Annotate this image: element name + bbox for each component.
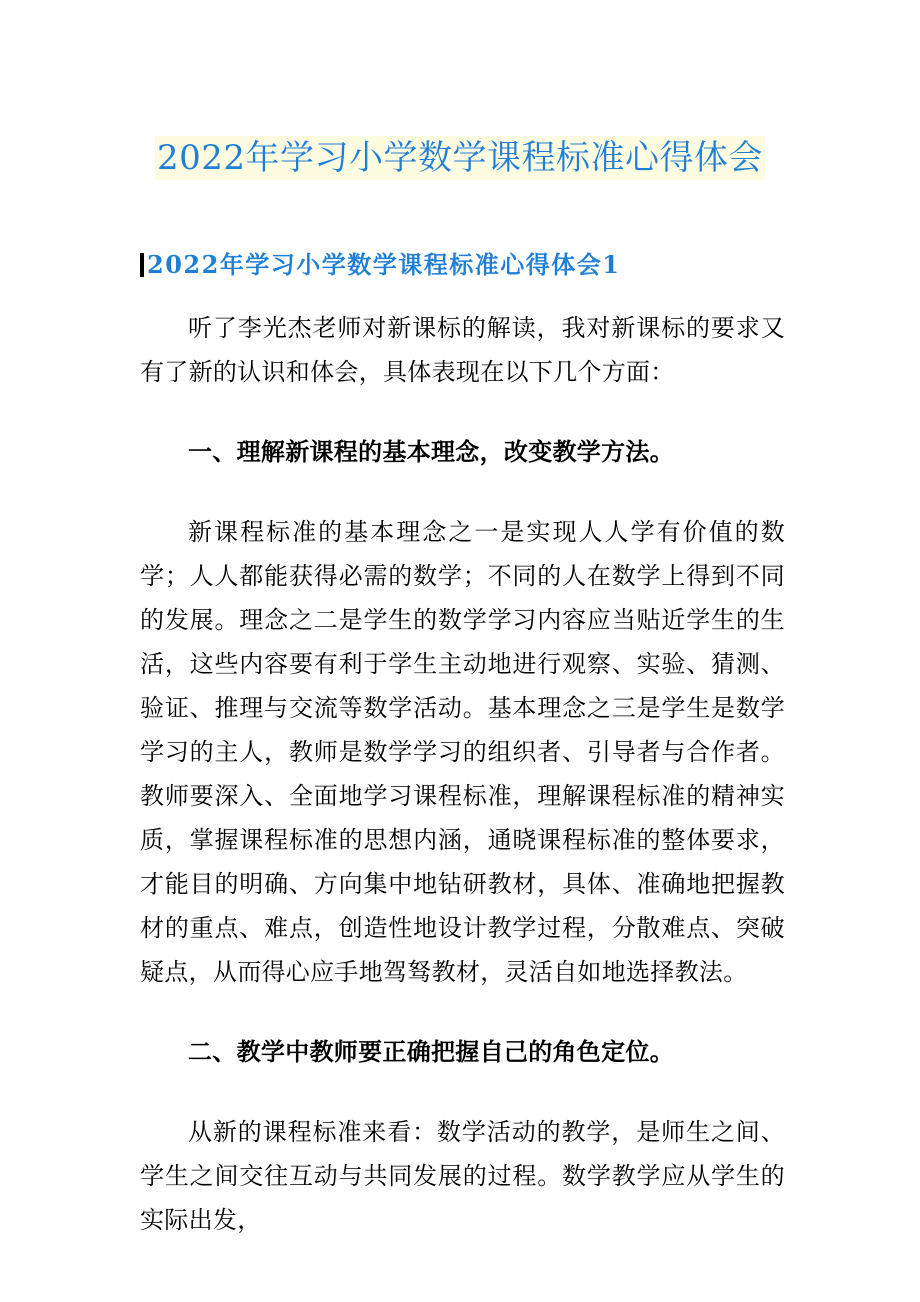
subheading-1: 一、理解新课程的基本理念，改变教学方法。: [188, 437, 674, 466]
paragraph-1: 新课程标准的基本理念之一是实现人人学有价值的数学；人人都能获得必需的数学；不同的人在数学上得到不同的发展。理念之二是学生的数学学习内容应当贴近学生的生活，这些内容要有利于学生主动地进行观察、实验、猜测、验证、推理与交流等数学活动。基本理念之三是学生是数学学习的主人，教师是数学学习的组织者、引导者与合作者。教师要深入、全面地学习课程标准，理解课程标准的精神实质，掌握课程标准的思想内涵，通晓课程标准的整体要求，才能目的明确、方向集中地钻研教材，具体、准确地把握教材的重点、难点，创造性地设计教学过程，分散难点、突破疑点，从而得心应手地驾驽教材，灵活自如地选择教法。: [140, 518, 785, 986]
paragraph-2: 从新的课程标准来看：数学活动的教学，是师生之间、学生之间交往互动与共同发展的过程。数学教学应从学生的实际出发，: [140, 1118, 785, 1234]
section-heading: [140, 248, 621, 282]
section-heading-text: 2022年学习小学数学课程标准心得体会1: [147, 250, 621, 279]
document-title-text: 2022年学习小学数学课程标准心得体会: [156, 138, 764, 178]
document-body: [140, 306, 785, 1242]
document-title: [0, 136, 920, 180]
heading-marker: [140, 253, 144, 277]
subheading-2: 二、教学中教师要正确把握自己的角色定位。: [188, 1037, 674, 1066]
intro-paragraph: 听了李光杰老师对新课标的解读，我对新课标的要求又有了新的认识和体会，具体表现在以下几个方面：: [140, 314, 785, 386]
